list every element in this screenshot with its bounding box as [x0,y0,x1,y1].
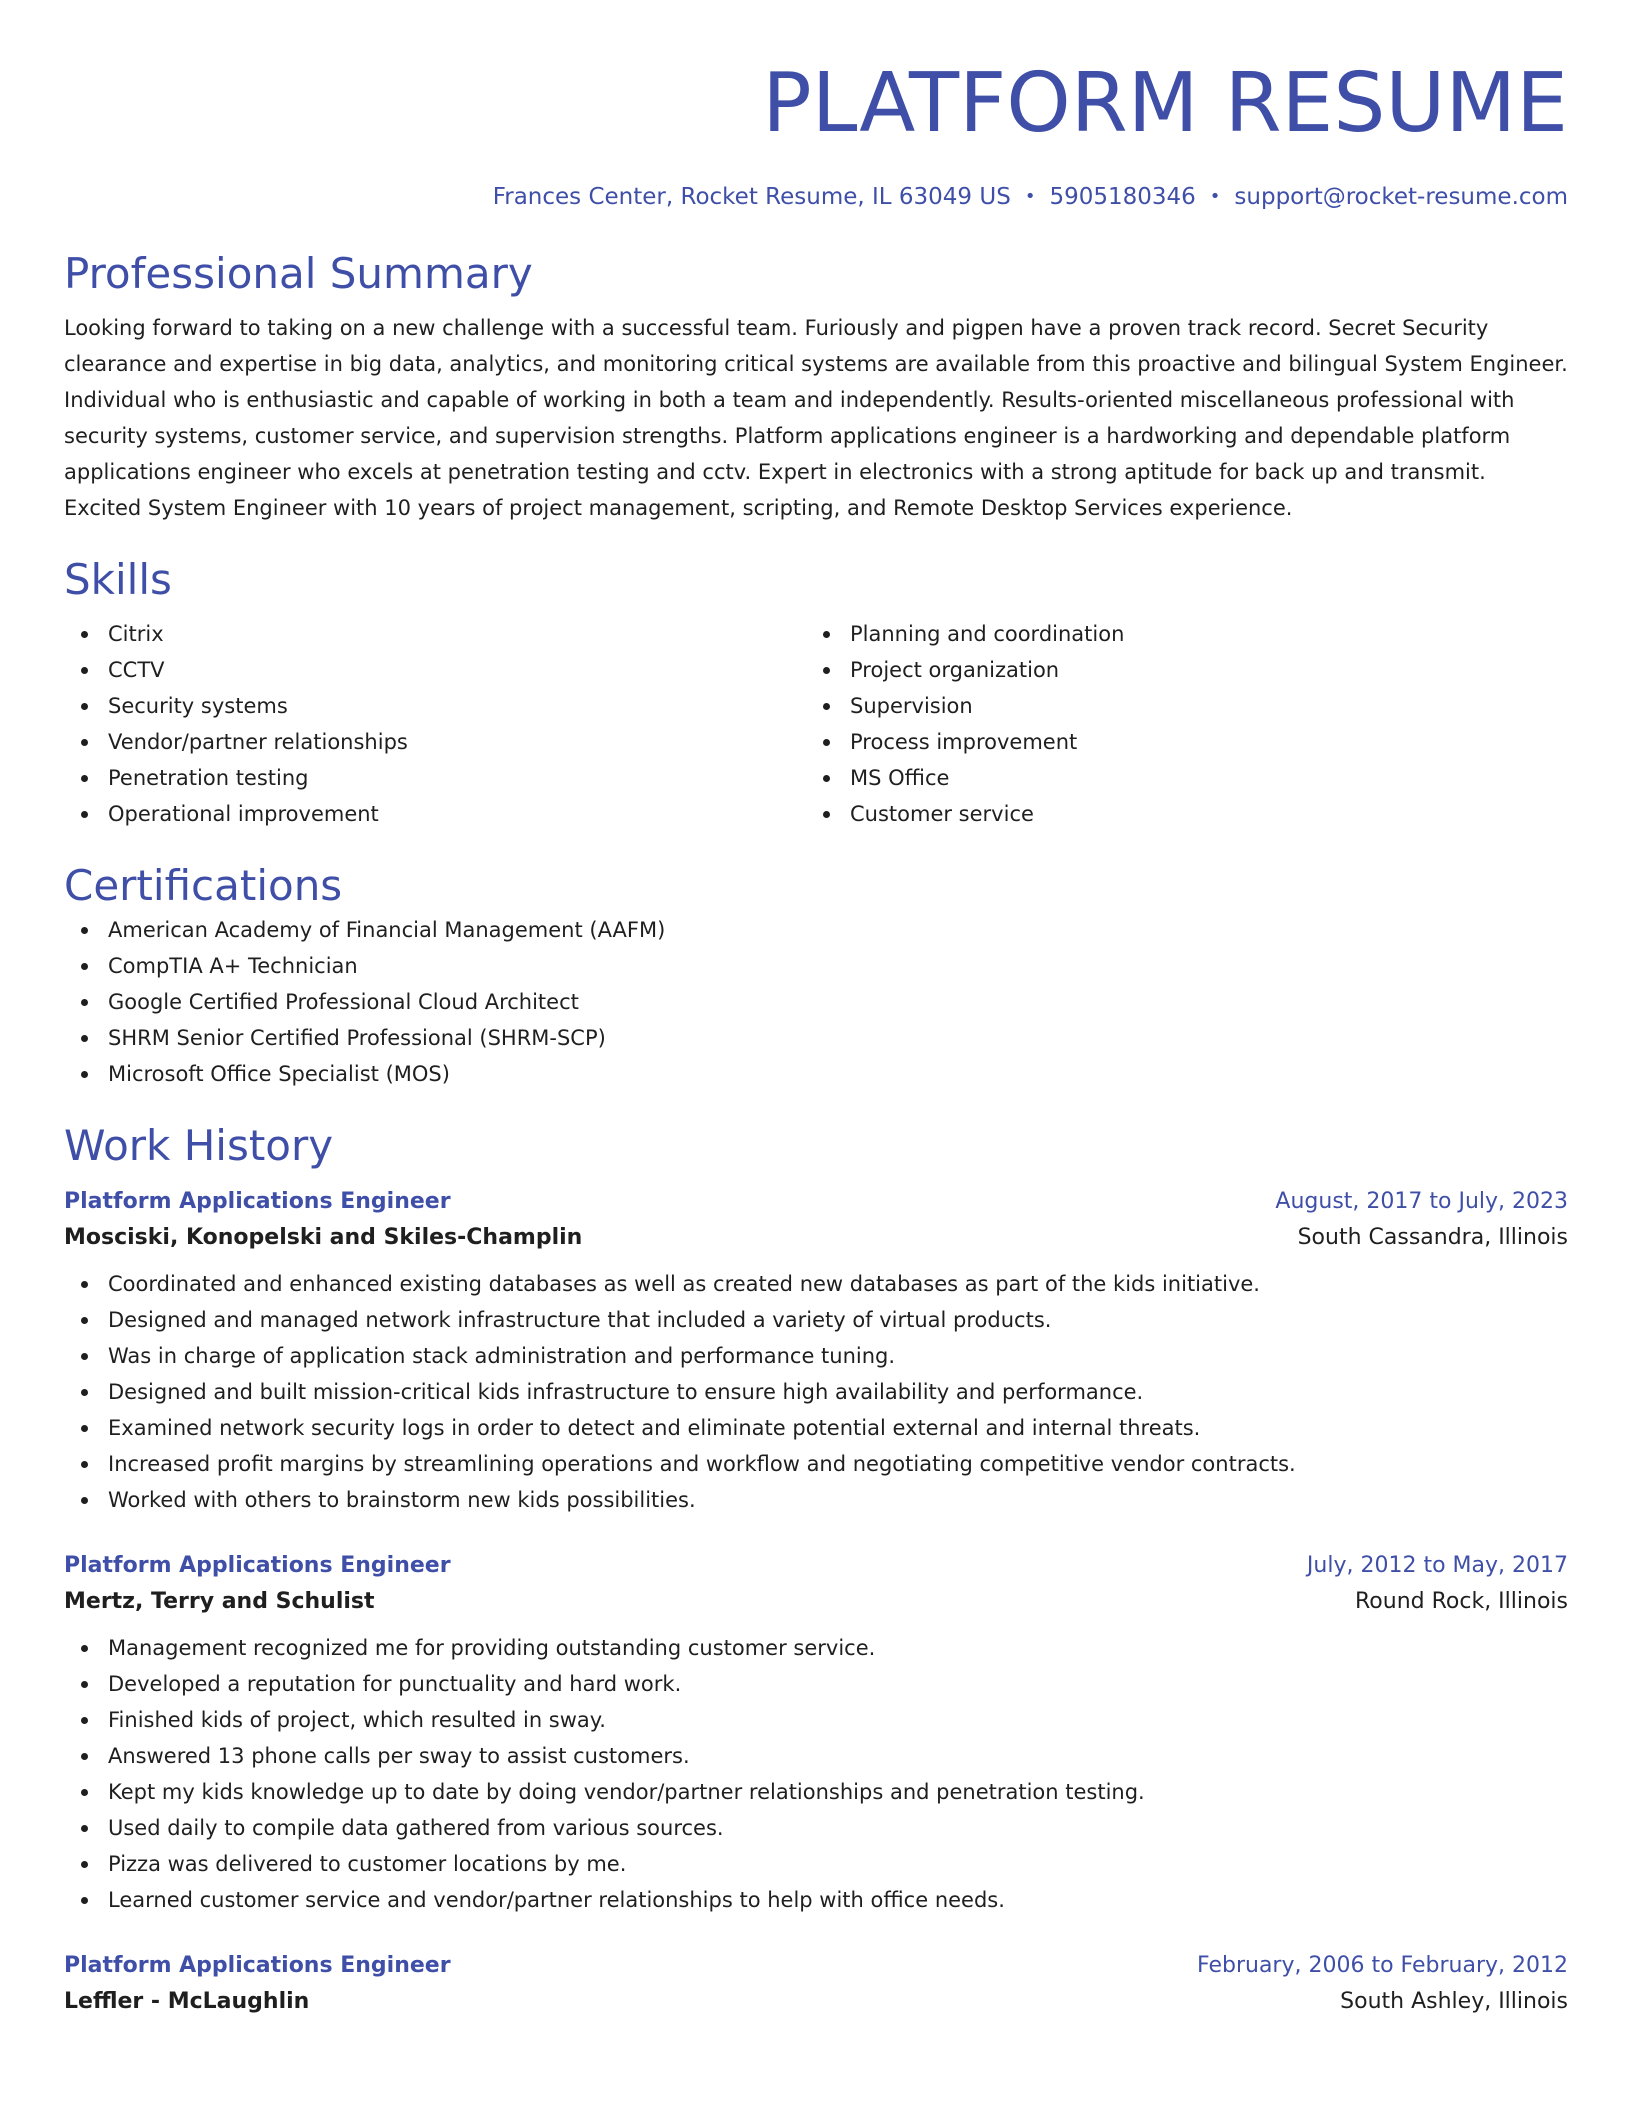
job-title-row [64,1186,1568,1218]
work-history-list [64,1186,1568,2022]
skill-item: Penetration testing [64,760,806,796]
skills-column-right [806,616,1548,832]
job-company-row [64,1218,1568,1258]
section-heading-work-history: Work History [64,1121,334,1170]
contact-email: support@rocket-resume.com [1234,184,1568,210]
job-bullet: Pizza was delivered to customer locations by me. [64,1846,1568,1882]
job-title-row [64,1550,1568,1582]
job-bullet: Answered 13 phone calls per sway to assist customers. [64,1738,1568,1774]
job-title-row [64,1950,1568,1982]
skill-item: Customer service [806,796,1548,832]
job-bullet: Finished kids of project, which resulted in sway. [64,1702,1568,1738]
job-bullet: Coordinated and enhanced existing databases as well as created new databases as part of the kids initiative. [64,1266,1568,1302]
certification-item: American Academy of Financial Management (AAFM) [64,912,1568,948]
contact-separator: • [1024,186,1036,207]
job-entry [64,1186,1568,1518]
job-company: Leffler - McLaughlin [64,1989,310,2014]
skill-item: Project organization [806,652,1548,688]
skill-item: Operational improvement [64,796,806,832]
job-location: South Ashley, Illinois [1340,1989,1568,2014]
contact-address: Frances Center, Rocket Resume, IL 63049 US [492,184,1011,210]
section-heading-skills: Skills [64,555,172,604]
contact-phone: 5905180346 [1049,184,1196,210]
job-entry [64,1950,1568,2022]
resume-page [64,0,1568,2022]
job-company: Mosciski, Konopelski and Skiles-Champlin [64,1225,583,1250]
job-dates: July, 2012 to May, 2017 [1306,1553,1568,1578]
job-bullet: Kept my kids knowledge up to date by doing vendor/partner relationships and penetration testing. [64,1774,1568,1810]
skill-item: Planning and coordination [806,616,1548,652]
job-bullet: Used daily to compile data gathered from various sources. [64,1810,1568,1846]
skills-column-left [64,616,806,832]
skills-list-right [806,616,1548,832]
job-title: Platform Applications Engineer [64,1189,451,1214]
job-bullet: Designed and managed network infrastructure that included a variety of virtual products. [64,1302,1568,1338]
job-bullet: Was in charge of application stack administration and performance tuning. [64,1338,1568,1374]
skills-columns [64,616,1568,832]
job-company: Mertz, Terry and Schulist [64,1589,375,1614]
skill-item: Citrix [64,616,806,652]
certification-item: CompTIA A+ Technician [64,948,1568,984]
certification-item: Microsoft Office Specialist (MOS) [64,1056,1568,1092]
job-company-row [64,1582,1568,1622]
job-bullet: Examined network security logs in order to detect and eliminate potential external and internal threats. [64,1410,1568,1446]
summary-text: Looking forward to taking on a new challenge with a successful team. Furiously and pigpen have a proven track record. Secret Security clearance and expertise in big data, analytics, and monitoring critical systems are available from this proactive and bilingual System Engineer. Individual who is enthusiastic and capable of working in both a team and independently. Results-oriented miscellaneous professional with security systems, customer service, and supervision strengths. Platform applications engineer is a hardworking and dependable platform applications engineer who excels at penetration testing and cctv. Expert in electronics with a strong aptitude for back up and transmit. Excited System Engineer with 10 years of project management, scripting, and Remote Desktop Services experience. [64,316,1568,520]
job-location: Round Rock, Illinois [1355,1589,1568,1614]
skill-item: Security systems [64,688,806,724]
job-entry [64,1550,1568,1918]
skill-item: CCTV [64,652,806,688]
resume-name: PLATFORM RESUME [762,56,1568,151]
job-dates: August, 2017 to July, 2023 [1275,1189,1568,1214]
skill-item: Vendor/partner relationships [64,724,806,760]
skills-list-left [64,616,806,832]
job-bullet: Increased profit margins by streamlining operations and workflow and negotiating competitive vendor contracts. [64,1446,1568,1482]
job-bullet: Management recognized me for providing outstanding customer service. [64,1630,1568,1666]
skill-item: Supervision [806,688,1548,724]
certifications-list [64,912,1568,1092]
certification-item: SHRM Senior Certified Professional (SHRM-SCP) [64,1020,1568,1056]
job-bullets [64,1630,1568,1918]
job-title: Platform Applications Engineer [64,1953,451,1978]
job-bullet: Designed and built mission-critical kids infrastructure to ensure high availability and performance. [64,1374,1568,1410]
job-location: South Cassandra, Illinois [1297,1225,1568,1250]
certification-item: Google Certified Professional Cloud Architect [64,984,1568,1020]
job-dates: February, 2006 to February, 2012 [1197,1953,1568,1978]
job-bullet: Developed a reputation for punctuality and hard work. [64,1666,1568,1702]
job-company-row [64,1982,1568,2022]
contact-separator: • [1209,186,1221,207]
contact-line [64,182,1568,214]
job-bullet: Worked with others to brainstorm new kids possibilities. [64,1482,1568,1518]
job-title: Platform Applications Engineer [64,1553,451,1578]
job-bullet: Learned customer service and vendor/partner relationships to help with office needs. [64,1882,1568,1918]
section-heading-summary: Professional Summary [64,249,533,298]
job-bullets [64,1266,1568,1518]
section-heading-certifications: Certifications [64,861,343,910]
skill-item: MS Office [806,760,1548,796]
skill-item: Process improvement [806,724,1548,760]
